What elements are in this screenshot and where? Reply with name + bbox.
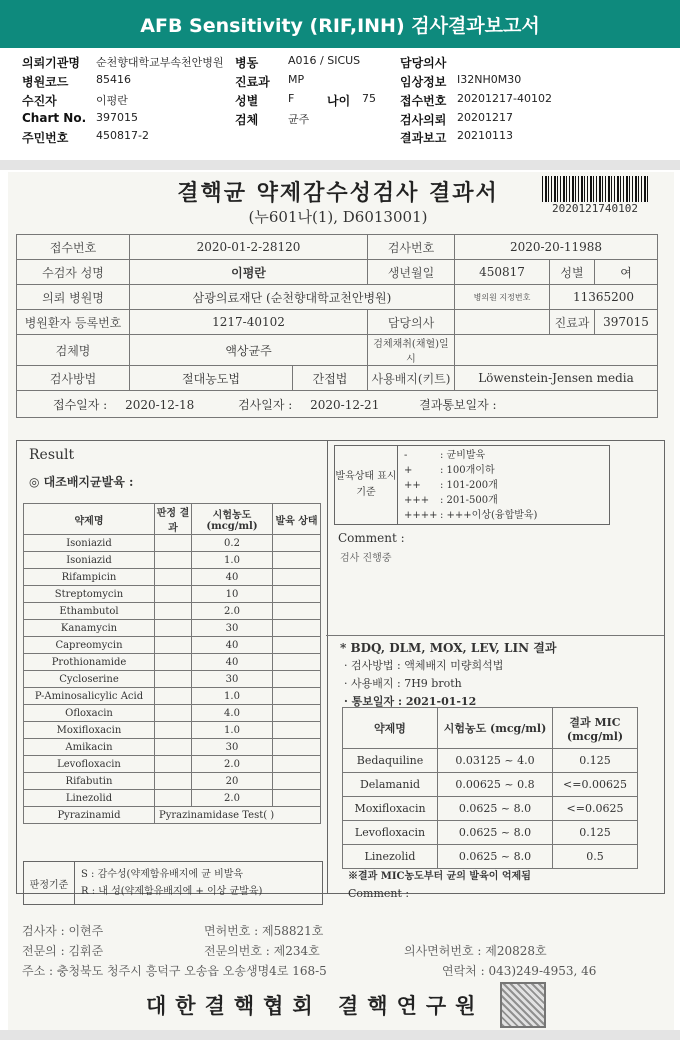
result-panel bbox=[16, 440, 328, 897]
drug-name: Linezolid bbox=[24, 790, 155, 807]
info-value: 20201217-40102 bbox=[457, 92, 552, 105]
info-label: 의뢰기관명 bbox=[22, 56, 80, 70]
drug-growth bbox=[273, 773, 321, 790]
drug-judgement bbox=[155, 739, 192, 756]
info-value: MP bbox=[288, 73, 305, 86]
drug-concentration: 2.0 bbox=[192, 603, 273, 620]
info-value: 397015 bbox=[96, 111, 138, 124]
drug-growth bbox=[273, 688, 321, 705]
patient-info-panel bbox=[0, 48, 680, 160]
info-value: 순천향대학교부속천안병원 bbox=[96, 56, 224, 69]
receipt-date-label: 접수일자 : bbox=[53, 397, 108, 412]
drug-concentration: 40 bbox=[192, 637, 273, 654]
legend-symbol: ++++ bbox=[404, 510, 438, 521]
cell-label: 사용배지(키트) bbox=[368, 366, 455, 391]
drug-judgement bbox=[155, 535, 192, 552]
drug-judgement bbox=[155, 671, 192, 688]
col-header: 시험농도 (mcg/ml) bbox=[192, 504, 273, 535]
drug-concentration: 4.0 bbox=[192, 705, 273, 722]
address: 주소 : 충청북도 청주시 흥덕구 오송읍 오송생명4로 168-5 bbox=[22, 964, 327, 978]
col-header: 발육 상태 bbox=[273, 504, 321, 535]
legend-symbol: +++ bbox=[404, 495, 430, 506]
drug-judgement bbox=[155, 688, 192, 705]
drug-name: Rifabutin bbox=[24, 773, 155, 790]
drug-name: Cycloserine bbox=[24, 671, 155, 688]
legend-row bbox=[404, 448, 603, 463]
info-value: 20210113 bbox=[457, 129, 513, 142]
mic-result: 0.125 bbox=[553, 821, 638, 845]
legend-desc: : 균비발육 bbox=[440, 450, 486, 461]
drug-row bbox=[24, 535, 321, 552]
drug-name: Ofloxacin bbox=[24, 705, 155, 722]
tester: 검사자 : 이현주 bbox=[22, 924, 104, 938]
cell-label: 검사번호 bbox=[368, 235, 455, 260]
legend-desc: : 201-500개 bbox=[440, 495, 498, 506]
col-header: 약제명 bbox=[343, 708, 438, 749]
legend-symbol: + bbox=[404, 465, 413, 476]
drug-result-table bbox=[23, 503, 321, 824]
mic-row bbox=[343, 797, 638, 821]
drug-concentration: 40 bbox=[192, 569, 273, 586]
drug-judgement bbox=[155, 637, 192, 654]
drug-growth bbox=[273, 535, 321, 552]
control-growth-label: ◎ 대조배지균발육 : bbox=[29, 475, 134, 489]
criteria-box bbox=[23, 861, 323, 905]
dates-row bbox=[17, 391, 658, 418]
drug-growth bbox=[273, 705, 321, 722]
drug-growth bbox=[273, 586, 321, 603]
mic-drug: Linezolid bbox=[343, 845, 438, 869]
drug-row bbox=[24, 620, 321, 637]
mic-drug: Delamanid bbox=[343, 773, 438, 797]
drug-concentration: 0.2 bbox=[192, 535, 273, 552]
legend-desc: : 101-200개 bbox=[440, 480, 498, 491]
drug-concentration: 1.0 bbox=[192, 552, 273, 569]
info-value: I32NH0M30 bbox=[457, 73, 522, 86]
cell-label: 검사방법 bbox=[17, 366, 130, 391]
receipt-number: 2020-01-2-28120 bbox=[130, 235, 368, 260]
drug-name: Levofloxacin bbox=[24, 756, 155, 773]
drug-concentration: 30 bbox=[192, 671, 273, 688]
drug-row bbox=[24, 552, 321, 569]
contact: 연락처 : 043)249-4953, 46 bbox=[442, 964, 597, 978]
cell-label: 접수번호 bbox=[17, 235, 130, 260]
drug-row bbox=[24, 654, 321, 671]
legend-label: 발육상태 표시기준 bbox=[335, 446, 398, 524]
drug-concentration: 1.0 bbox=[192, 688, 273, 705]
cell-label: 검체채취(채혈)일시 bbox=[368, 335, 455, 366]
mic-drug: Bedaquiline bbox=[343, 749, 438, 773]
info-label: 병원코드 bbox=[22, 75, 69, 89]
info-value: 85416 bbox=[96, 73, 131, 86]
info-label: Chart No. bbox=[22, 111, 87, 125]
bdq-method: · 검사방법 : 액체배지 미량희석법 bbox=[344, 659, 504, 672]
bdq-notice: · 통보일자 : 2021-01-12 bbox=[344, 695, 477, 708]
drug-row bbox=[24, 688, 321, 705]
info-label: 검사의뢰 bbox=[400, 113, 447, 127]
cell-label: 수검자 성명 bbox=[17, 260, 130, 285]
info-value: 균주 bbox=[288, 113, 310, 126]
info-value: 20201217 bbox=[457, 111, 513, 124]
drug-row bbox=[24, 603, 321, 620]
separator-band bbox=[0, 160, 680, 170]
info-value: 이평란 bbox=[96, 94, 128, 107]
report-title-bar bbox=[0, 0, 680, 48]
drug-row bbox=[24, 586, 321, 603]
mic-table bbox=[342, 707, 638, 869]
receipt-date: 2020-12-18 bbox=[125, 397, 195, 412]
cell-label: 진료과 bbox=[550, 310, 595, 335]
drug-name: Ethambutol bbox=[24, 603, 155, 620]
test-date-label: 검사일자 : bbox=[238, 397, 293, 412]
drug-judgement bbox=[155, 773, 192, 790]
drug-name: Amikacin bbox=[24, 739, 155, 756]
specialist-number: 전문의번호 : 제234호 bbox=[204, 944, 320, 958]
drug-concentration: 2.0 bbox=[192, 790, 273, 807]
specialist: 전문의 : 김휘준 bbox=[22, 944, 104, 958]
drug-name: Prothionamide bbox=[24, 654, 155, 671]
drug-growth bbox=[273, 552, 321, 569]
drug-row bbox=[24, 773, 321, 790]
seal-stamp-icon bbox=[500, 982, 546, 1028]
legend-values bbox=[398, 446, 609, 524]
drug-concentration: 20 bbox=[192, 773, 273, 790]
report-title: AFB Sensitivity (RIF,INH) 검사결과보고서 bbox=[140, 14, 540, 37]
info-label: 결과보고 bbox=[400, 131, 447, 145]
doctor-license: 의사면허번호 : 제20828호 bbox=[404, 944, 547, 958]
patient-sex: 여 bbox=[595, 260, 658, 285]
info-label: 검체 bbox=[235, 113, 259, 127]
drug-judgement bbox=[155, 756, 192, 773]
mic-row bbox=[343, 749, 638, 773]
patient-name: 이평란 bbox=[130, 260, 368, 285]
drug-growth bbox=[273, 620, 321, 637]
drug-growth bbox=[273, 569, 321, 586]
test-number: 2020-20-11988 bbox=[455, 235, 658, 260]
drug-row bbox=[24, 790, 321, 807]
legend-row bbox=[404, 493, 603, 508]
drug-judgement bbox=[155, 705, 192, 722]
drug-name: Rifampicin bbox=[24, 569, 155, 586]
criteria-s: S : 감수성(약제함유배지에 균 비발육 bbox=[81, 869, 244, 880]
info-label: 임상정보 bbox=[400, 75, 447, 89]
growth-legend bbox=[334, 445, 610, 525]
age-label: 나이 bbox=[327, 94, 351, 108]
designated-number: 11365200 bbox=[550, 285, 658, 310]
mic-row bbox=[343, 845, 638, 869]
scanned-report bbox=[8, 172, 674, 1030]
mic-range: 0.03125 ~ 4.0 bbox=[438, 749, 553, 773]
drug-name: Isoniazid bbox=[24, 552, 155, 569]
drug-name: Capreomycin bbox=[24, 637, 155, 654]
result-title: Result bbox=[29, 447, 75, 463]
drug-growth bbox=[273, 637, 321, 654]
barcode-number: 2020121740102 bbox=[551, 202, 639, 215]
info-label: 주민번호 bbox=[22, 131, 69, 145]
drug-growth bbox=[273, 756, 321, 773]
cell-label: 생년월일 bbox=[368, 260, 455, 285]
doc-title: 결핵균 약제감수성검사 결과서 bbox=[177, 180, 499, 206]
comment-text: 검사 진행중 bbox=[340, 553, 392, 564]
drug-judgement bbox=[155, 620, 192, 637]
legend-row bbox=[404, 463, 603, 478]
divider bbox=[326, 635, 664, 636]
drug-name: Moxifloxacin bbox=[24, 722, 155, 739]
info-label: 담당의사 bbox=[400, 56, 447, 70]
info-value: 450817-2 bbox=[96, 129, 149, 142]
bdq-title: * BDQ, DLM, MOX, LEV, LIN 결과 bbox=[340, 641, 557, 655]
drug-concentration: 1.0 bbox=[192, 722, 273, 739]
organization-name: 대한결핵협회 결핵연구원 bbox=[146, 993, 485, 1018]
criteria-text bbox=[75, 862, 322, 904]
drug-concentration: 40 bbox=[192, 654, 273, 671]
drug-judgement bbox=[155, 722, 192, 739]
collect-date bbox=[455, 335, 658, 366]
drug-judgement bbox=[155, 586, 192, 603]
criteria-r: R : 내 성(약제함유배지에 + 이상 균발육) bbox=[81, 886, 263, 897]
drug-concentration: 10 bbox=[192, 586, 273, 603]
medium-name: Löwenstein-Jensen media bbox=[455, 366, 658, 391]
drug-growth bbox=[273, 671, 321, 688]
notice-date-label: 결과통보일자 : bbox=[419, 397, 497, 412]
mic-drug: Levofloxacin bbox=[343, 821, 438, 845]
drug-judgement bbox=[155, 569, 192, 586]
mic-result: <=0.00625 bbox=[553, 773, 638, 797]
mic-range: 0.0625 ~ 8.0 bbox=[438, 797, 553, 821]
mic-note: ※결과 MIC농도부터 균의 발육이 억제됨 bbox=[348, 871, 531, 882]
mic-result: <=0.0625 bbox=[553, 797, 638, 821]
info-label: 접수번호 bbox=[400, 94, 447, 108]
info-value: A016 / SICUS bbox=[288, 54, 361, 67]
bottom-band bbox=[0, 1030, 680, 1040]
info-label: 수진자 bbox=[22, 94, 57, 108]
drug-judgement bbox=[155, 552, 192, 569]
method-absolute: 절대농도법 bbox=[130, 366, 293, 391]
mic-row bbox=[343, 773, 638, 797]
drug-row bbox=[24, 739, 321, 756]
bdq-medium: · 사용배지 : 7H9 broth bbox=[344, 677, 462, 690]
cell-label: 담당의사 bbox=[368, 310, 455, 335]
mic-row bbox=[343, 821, 638, 845]
drug-judgement bbox=[155, 654, 192, 671]
drug-row bbox=[24, 705, 321, 722]
barcode-icon bbox=[542, 176, 648, 202]
method-indirect: 간접법 bbox=[293, 366, 368, 391]
drug-concentration: 30 bbox=[192, 620, 273, 637]
legend-desc: : 100개이하 bbox=[440, 465, 495, 476]
drug-row bbox=[24, 807, 321, 824]
mic-range: 0.0625 ~ 8.0 bbox=[438, 845, 553, 869]
cell-label: 병원환자 등록번호 bbox=[17, 310, 130, 335]
hospital-name: 삼광의료재단 (순천향대학교천안병원) bbox=[130, 285, 455, 310]
mic-range: 0.0625 ~ 8.0 bbox=[438, 821, 553, 845]
col-header: 판정 결과 bbox=[155, 504, 192, 535]
col-header: 시험농도 (mcg/ml) bbox=[438, 708, 553, 749]
right-panel bbox=[326, 440, 665, 900]
legend-symbol: - bbox=[404, 450, 408, 461]
mic-range: 0.00625 ~ 0.8 bbox=[438, 773, 553, 797]
birth-date: 450817 bbox=[455, 260, 550, 285]
mic-result: 0.5 bbox=[553, 845, 638, 869]
drug-row bbox=[24, 722, 321, 739]
request-info-table bbox=[16, 234, 658, 418]
cell-label: 성별 bbox=[550, 260, 595, 285]
test-date: 2020-12-21 bbox=[310, 397, 380, 412]
drug-growth bbox=[273, 603, 321, 620]
drug-name: Kanamycin bbox=[24, 620, 155, 637]
drug-growth bbox=[273, 722, 321, 739]
col-header: 약제명 bbox=[24, 504, 155, 535]
cell-label: 병의원 지정번호 bbox=[455, 285, 550, 310]
drug-concentration: 30 bbox=[192, 739, 273, 756]
drug-row bbox=[24, 569, 321, 586]
drug-name: P-Aminosalicylic Acid bbox=[24, 688, 155, 705]
legend-symbol: ++ bbox=[404, 480, 421, 491]
doc-subtitle: (누601나(1), D6013001) bbox=[248, 208, 428, 226]
drug-row bbox=[24, 756, 321, 773]
col-header: 결과 MIC (mcg/ml) bbox=[553, 708, 638, 749]
mic-result: 0.125 bbox=[553, 749, 638, 773]
drug-growth bbox=[273, 790, 321, 807]
pza-test: Pyrazinamidase Test( ) bbox=[155, 807, 321, 824]
cell-label: 검체명 bbox=[17, 335, 130, 366]
drug-name: Isoniazid bbox=[24, 535, 155, 552]
drug-name: Streptomycin bbox=[24, 586, 155, 603]
specimen-name: 액상균주 bbox=[130, 335, 368, 366]
mic-drug: Moxifloxacin bbox=[343, 797, 438, 821]
criteria-label: 판정기준 bbox=[24, 862, 75, 904]
legend-row bbox=[404, 478, 603, 493]
drug-name: Pyrazinamid bbox=[24, 807, 155, 824]
license-number: 면허번호 : 제58821호 bbox=[204, 924, 324, 938]
drug-growth bbox=[273, 739, 321, 756]
department-value: 397015 bbox=[595, 310, 658, 335]
doctor-value bbox=[455, 310, 550, 335]
drug-judgement bbox=[155, 603, 192, 620]
drug-concentration: 2.0 bbox=[192, 756, 273, 773]
cell-label: 의뢰 병원명 bbox=[17, 285, 130, 310]
drug-growth bbox=[273, 654, 321, 671]
info-label: 성별 bbox=[235, 94, 259, 108]
info-label: 병동 bbox=[235, 56, 259, 70]
drug-row bbox=[24, 637, 321, 654]
drug-judgement bbox=[155, 790, 192, 807]
drug-row bbox=[24, 671, 321, 688]
registration-number: 1217-40102 bbox=[130, 310, 368, 335]
legend-row bbox=[404, 508, 603, 523]
info-label: 진료과 bbox=[235, 75, 270, 89]
age-value: 75 bbox=[362, 92, 376, 105]
info-value: F bbox=[288, 92, 295, 105]
comment-label-2: Comment : bbox=[348, 887, 410, 900]
legend-desc: : +++이상(융합발육) bbox=[440, 510, 538, 521]
comment-label: Comment : bbox=[338, 531, 405, 545]
